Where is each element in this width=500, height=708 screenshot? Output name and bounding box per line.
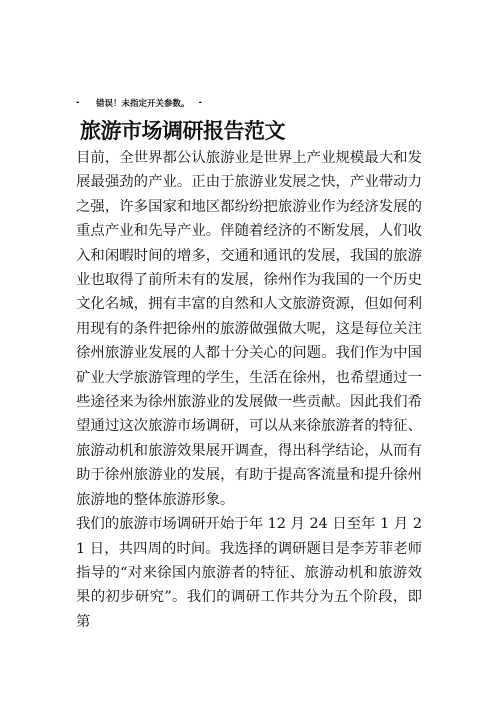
document-title: 旅游市场调研报告范文 (80, 119, 285, 143)
paragraph-1: 目前，全世界都公认旅游业是世界上产业规模最大和发展最强劲的产业。正由于旅游业发展之快，产业带动力之强，许多国家和地区都纷纷把旅游业作为经济发展的重点产业和先导产业。伴随着经济的不断发展，人们收入和闲暇时间的增多，交通和通讯的发展，我国的旅游业也取得了前所未有的发展，徐州作为我国的一个历史文化名城，拥有丰富的自然和人文旅游资源，但如何利用现有的条件把徐州的旅游做强做大呢，这是每位关注徐州旅游业发展的人都十分关心的问题。我们作为中国矿业大学旅游管理的学生，生活在徐州，也希望通过一些途径来为徐州旅游业的发展做一些贡献。因此我们希望通过这次旅游市场调研，可以从来徐旅游者的特征、旅游动机和旅游效果展开调查，得出科学结论，从而有助于徐州旅游业的发展，有助于提高客流量和提升徐州旅游地的整体旅游形象。 (76, 150, 422, 508)
header-dash-right: - (198, 98, 203, 108)
field-error-line (76, 95, 236, 111)
paragraph-2: 我们的旅游市场调研开始于年 12 月 24 日至年 1 月 21 日，共四周的时间。我选择的调研题目是李芳菲老师指导的“对来徐国内旅游者的特征、旅游动机和旅游效果的初步研究”。我们的调研工作共分为五个阶段，即第 (76, 516, 422, 630)
error-message: 错误！未指定开关参数。 (96, 99, 190, 109)
header-dash-left: - (76, 98, 80, 108)
document-body (76, 146, 422, 634)
